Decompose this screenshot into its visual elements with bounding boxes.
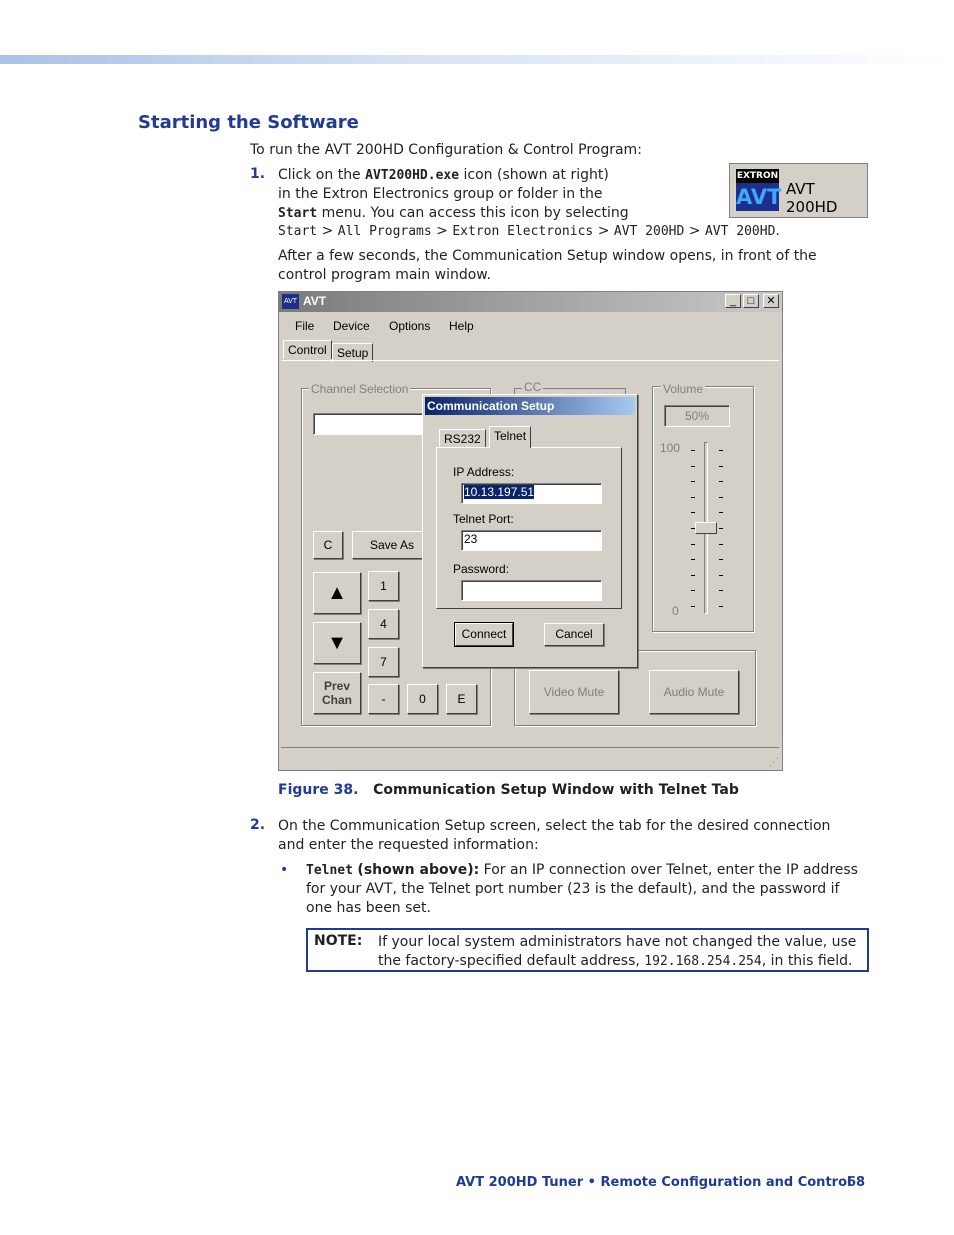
maximize-icon[interactable]: □ [743, 294, 759, 308]
window-titlebar [279, 292, 782, 312]
menu-bar [279, 314, 782, 336]
key-dash[interactable]: - [368, 684, 399, 714]
c-button[interactable]: C [313, 531, 343, 559]
volume-tick [719, 590, 723, 591]
volume-display: 50% [664, 405, 730, 427]
key-7[interactable]: 7 [368, 647, 399, 677]
step-2-number: 2. [250, 817, 266, 833]
channel-up-button[interactable]: ▲ [313, 572, 361, 614]
header-bar [0, 55, 954, 64]
start-menu-term: Start [278, 206, 318, 221]
audio-mute-button[interactable]: Audio Mute [649, 670, 739, 714]
minimize-icon[interactable]: _ [725, 294, 741, 308]
ip-address-field[interactable] [461, 483, 602, 504]
key-e[interactable]: E [446, 684, 477, 714]
default-ip-address: 192.168.254.254 [644, 954, 762, 969]
volume-tick [691, 528, 695, 529]
note-box [306, 928, 869, 972]
section-title: Starting the Software [138, 112, 359, 133]
prev-chan-button[interactable]: Prev Chan [313, 672, 361, 714]
exe-name: AVT200HD.exe [365, 168, 460, 183]
volume-slider-handle[interactable] [695, 522, 717, 534]
figure-caption [278, 782, 739, 798]
cancel-button[interactable]: Cancel [544, 623, 604, 646]
close-icon[interactable]: ✕ [763, 294, 779, 308]
video-mute-button[interactable]: Video Mute [529, 670, 619, 714]
key-1[interactable]: 1 [368, 571, 399, 601]
volume-tick [719, 528, 723, 529]
channel-selection-label: Channel Selection [311, 382, 409, 396]
volume-tick [719, 497, 723, 498]
volume-tick [719, 466, 723, 467]
password-field[interactable] [461, 580, 602, 601]
volume-tick [691, 606, 695, 607]
save-as-button[interactable]: Save As [352, 531, 432, 559]
ip-address-label: IP Address: [453, 465, 515, 479]
intro-text: To run the AVT 200HD Configuration & Control Program: [250, 142, 642, 158]
volume-tick [719, 481, 723, 482]
extron-avt-logo-icon: EXTRON AVT [736, 171, 782, 209]
volume-tick [719, 559, 723, 560]
telnet-bullet-text: Telnet (shown above): For an IP connection over Telnet, enter the IP address for your AVT, the Telnet port number (23 is the default), and the password if one has been set. [306, 862, 858, 916]
volume-tick [719, 450, 723, 451]
volume-tick [719, 512, 723, 513]
tab-control[interactable]: Control [283, 340, 332, 359]
resize-grip-icon[interactable]: ⋰ [769, 757, 779, 768]
avt-main-window [278, 291, 783, 771]
tab-setup[interactable]: Setup [332, 343, 373, 362]
app-icon-label: AVT 200HD [786, 180, 838, 216]
note-text: If your local system administrators have not changed the value, use the factory-specified default address, 192.168.254.254, in this field. [378, 934, 857, 969]
page-number: 68 [847, 1175, 866, 1190]
volume-tick [691, 466, 695, 467]
volume-tick [691, 450, 695, 451]
tab-telnet[interactable]: Telnet [489, 426, 531, 448]
step-1-text: Click on the AVT200HD.exe icon (shown at right) in the Extron Electronics group or folder in the Start menu. You can access this icon by selecting [278, 167, 629, 221]
menu-options[interactable]: Options [389, 319, 431, 333]
volume-min-label: 0 [672, 604, 679, 618]
telnet-port-field[interactable]: 23 [461, 530, 602, 551]
volume-tick [719, 575, 723, 576]
menu-device[interactable]: Device [333, 319, 370, 333]
volume-tick [719, 544, 723, 545]
telnet-port-label: Telnet Port: [453, 512, 514, 526]
volume-tick [691, 481, 695, 482]
ip-address-value: 10.13.197.51 [464, 485, 535, 499]
channel-down-button[interactable]: ▼ [313, 622, 361, 664]
menu-file[interactable]: File [295, 319, 315, 333]
app-title-icon: AVT [282, 294, 299, 309]
figure-title: Communication Setup Window with Telnet Tab [373, 782, 739, 798]
volume-tick [691, 512, 695, 513]
volume-label: Volume [663, 382, 704, 396]
password-label: Password: [453, 562, 510, 576]
figure-number: Figure 38. [278, 782, 359, 798]
connect-button[interactable]: Connect [455, 623, 513, 646]
window-title: AVT [303, 294, 327, 308]
dialog-title: Communication Setup [425, 397, 635, 415]
bullet-marker: • [280, 862, 289, 878]
menu-path: Start > All Programs > Extron Electronics > AVT 200HD > AVT 200HD. [278, 223, 780, 239]
tab-rs232[interactable]: RS232 [439, 429, 486, 448]
telnet-term: Telnet [306, 863, 353, 878]
key-4[interactable]: 4 [368, 609, 399, 639]
note-label: NOTE: [314, 933, 363, 949]
volume-tick [691, 497, 695, 498]
step-1-number: 1. [250, 166, 266, 182]
communication-setup-dialog [422, 394, 638, 668]
footer-title: AVT 200HD Tuner • Remote Configuration and Control [456, 1175, 852, 1190]
volume-tick [719, 606, 723, 607]
menu-help[interactable]: Help [449, 319, 474, 333]
volume-tick [691, 559, 695, 560]
cc-label: CC [524, 380, 542, 394]
step-2-text: On the Communication Setup screen, select the tab for the desired connection and enter the requested information: [278, 818, 831, 853]
volume-max-label: 100 [660, 441, 681, 455]
avt-200hd-app-icon [729, 163, 868, 218]
step-1-after-text: After a few seconds, the Communication Setup window opens, in front of the control program main window. [278, 248, 817, 283]
volume-tick [691, 590, 695, 591]
key-0[interactable]: 0 [407, 684, 438, 714]
channel-display [313, 413, 433, 435]
volume-tick [691, 575, 695, 576]
volume-tick [691, 544, 695, 545]
